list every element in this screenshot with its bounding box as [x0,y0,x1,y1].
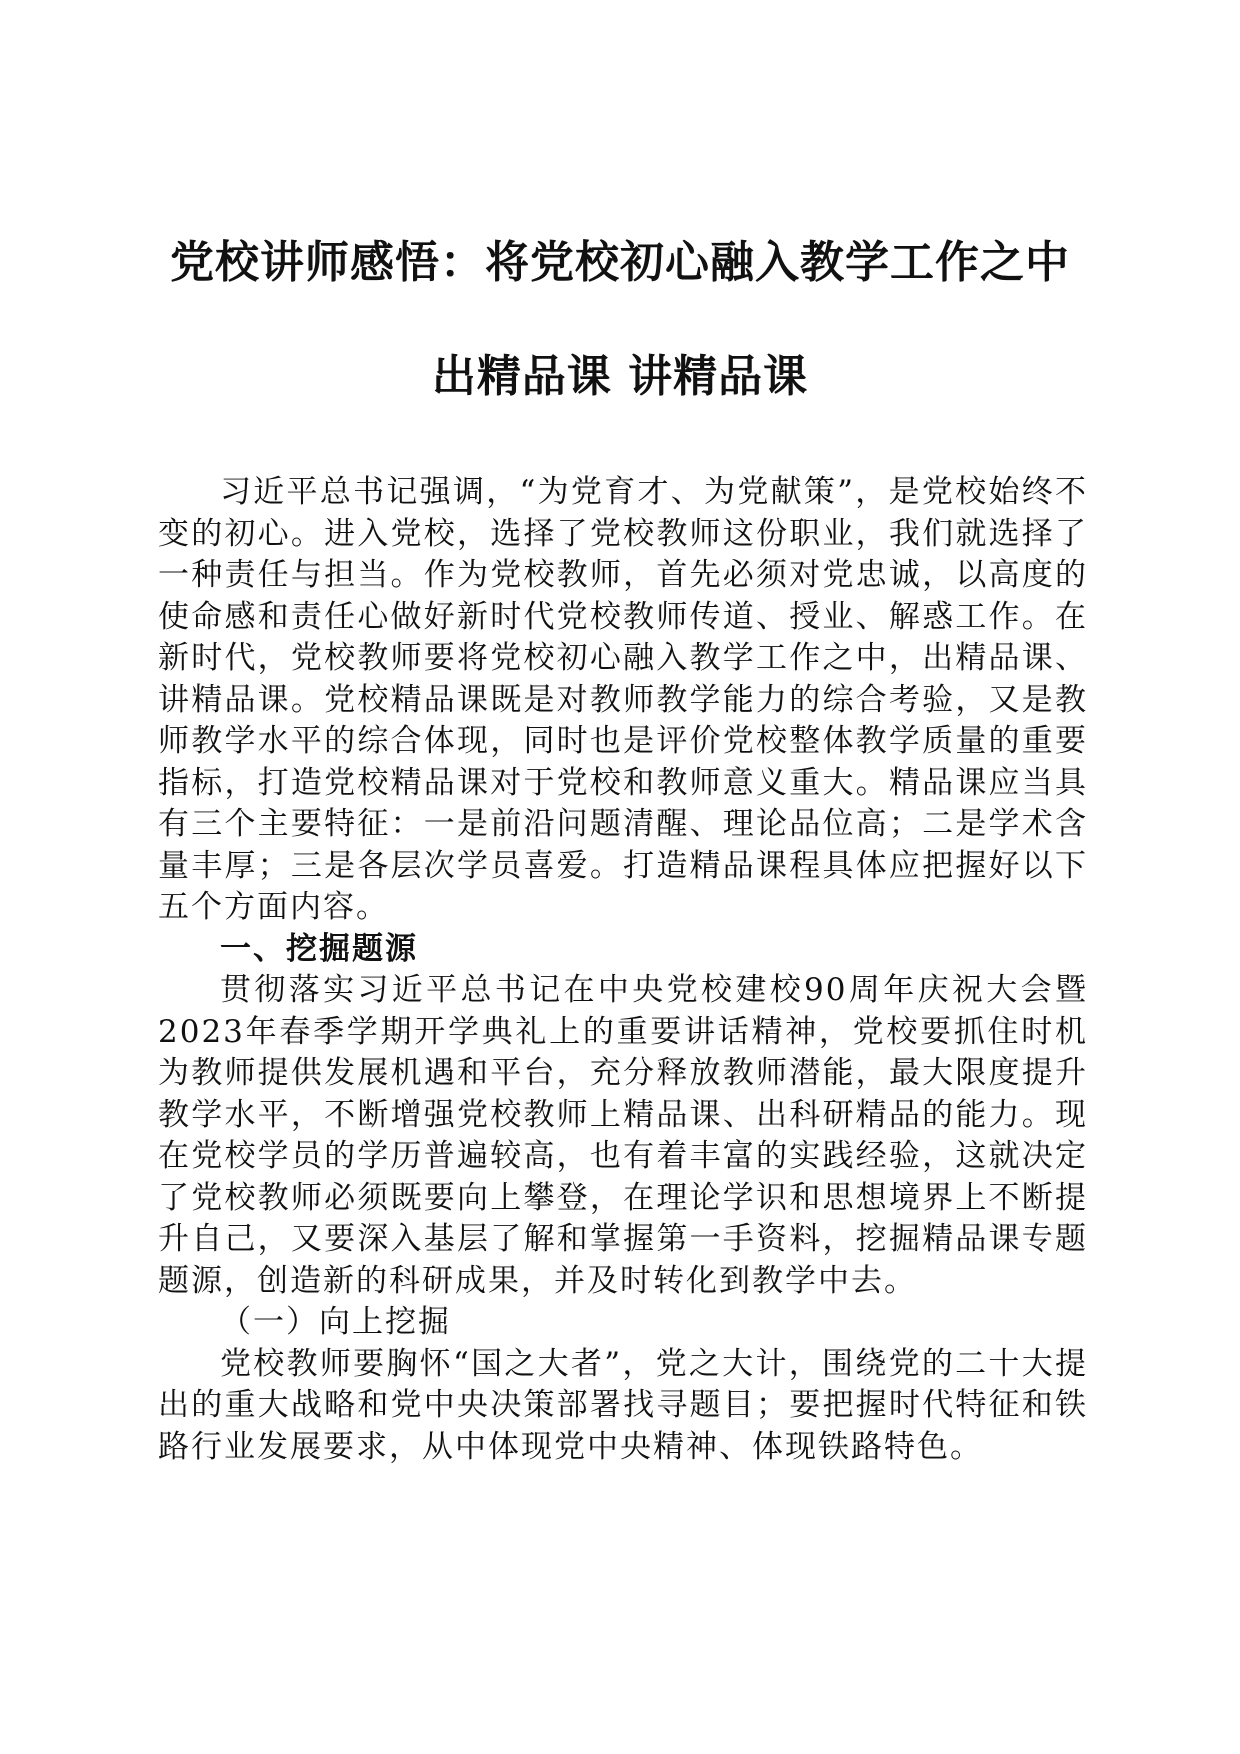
section-paragraph-1: 贯彻落实习近平总书记在中央党校建校90周年庆祝大会暨2023年春季学期开学典礼上的重要讲话精神，党校要抓住时机为教师提供发展机遇和平台，充分释放教师潜能，最大限度提升教学水平，不断增强党校教师上精品课、出科研精品的能力。现在党校学员的学历普遍较高，也有着丰富的实践经验，这就决定了党校教师必须既要向上攀登，在理论学识和思想境界上不断提升自己，又要深入基层了解和掌握第一手资料，挖掘精品课专题题源，创造新的科研成果，并及时转化到教学中去。 [158,972,1088,1299]
subsection-paragraph-1: 党校教师要胸怀“国之大者”，党之大计，围绕党的二十大提出的重大战略和党中央决策部署找寻题目；要把握时代特征和铁路行业发展要求，从中体现党中央精神、体现铁路特色。 [158,1345,1088,1465]
intro-paragraph: 习近平总书记强调，“为党育才、为党献策”，是党校始终不变的初心。进入党校，选择了党校教师这份职业，我们就选择了一种责任与担当。作为党校教师，首先必须对党忠诚，以高度的使命感和责任心做好新时代党校教师传道、授业、解惑工作。在新时代，党校教师要将党校初心融入教学工作之中，出精品课、讲精品课。党校精品课既是对教师教学能力的综合考验，又是教师教学水平的综合体现，同时也是评价党校整体教学质量的重要指标，打造党校精品课对于党校和教师意义重大。精品课应当具有三个主要特征：一是前沿问题清醒、理论品位高；二是学术含量丰厚；三是各层次学员喜爱。打造精品课程具体应把握好以下五个方面内容。 [158,474,1088,925]
document-body [158,472,1088,1468]
document-title-line2: 出精品课 讲精品课 [431,351,809,402]
document-title-line1: 党校讲师感悟：将党校初心融入教学工作之中 [170,237,1070,288]
section-heading-1: 一、挖掘题源 [220,930,418,967]
subsection-heading-1: （一）向上挖掘 [220,1304,451,1340]
